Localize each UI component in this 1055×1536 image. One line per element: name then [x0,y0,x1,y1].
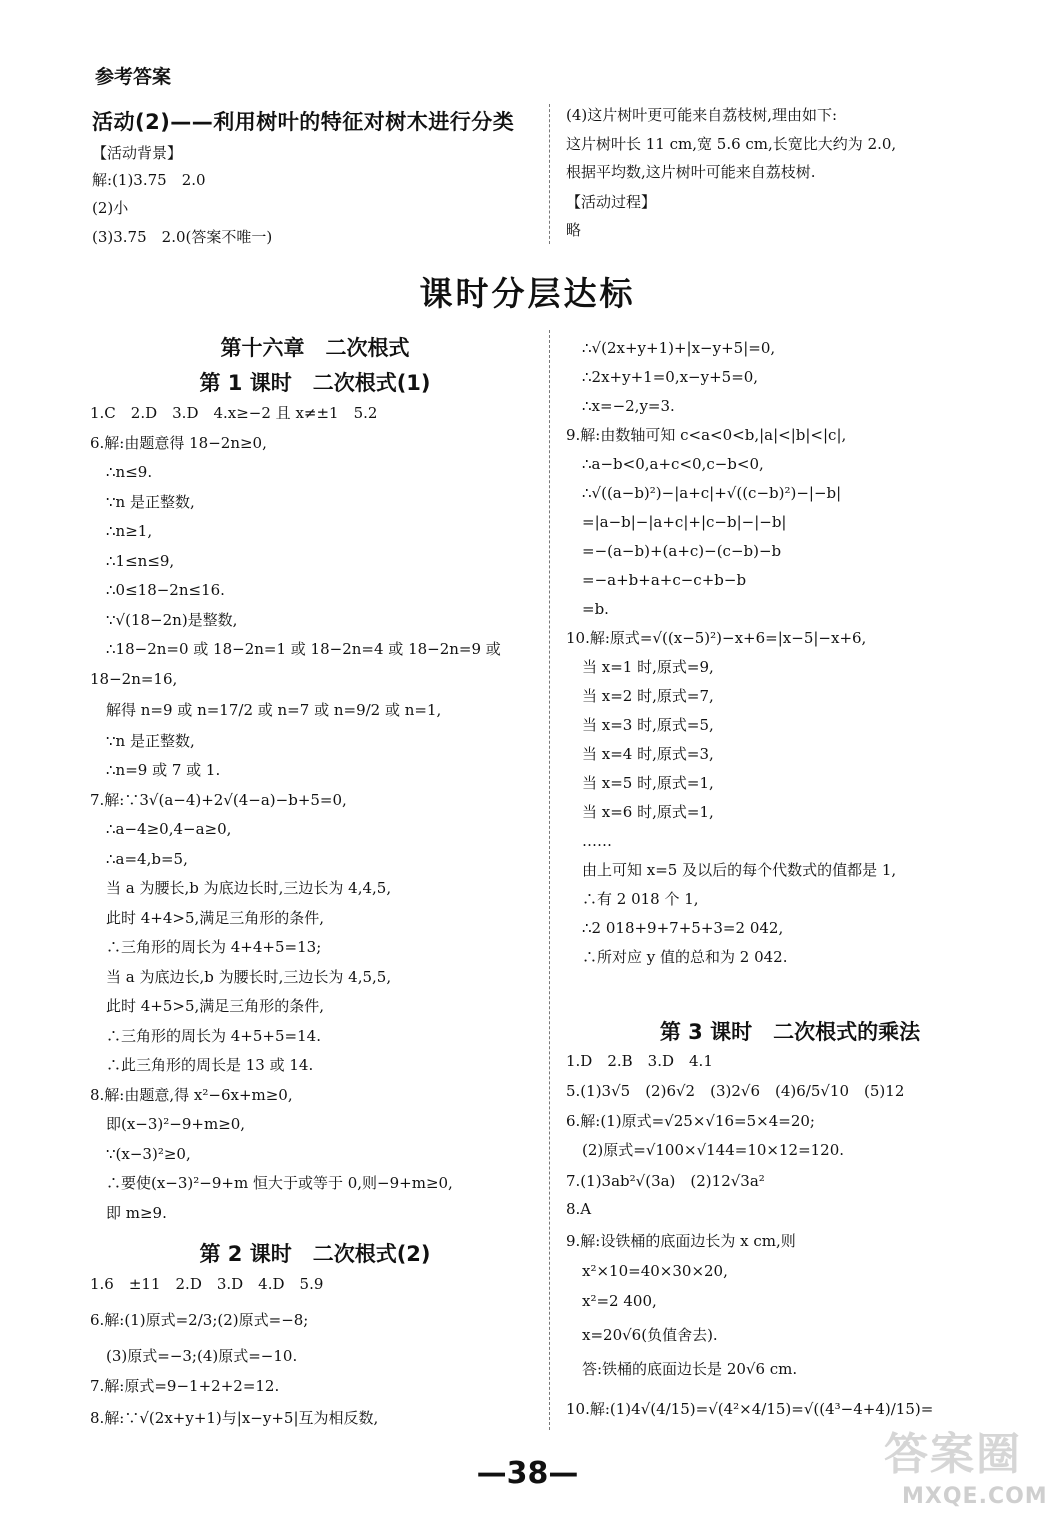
answer-line: ∴√((a−b)²)−|a+c|+√((c−b)²)−|−b| [582,484,842,502]
answer-line: 7.(1)3ab²√(3a) (2)12√3a² [566,1172,765,1190]
answer-line: 当 x=3 时,原式=5, [582,716,714,734]
answer-line: ∴此三角形的周长是 13 或 14. [106,1056,314,1074]
answer-line: 18−2n=16, [90,669,178,688]
answer-line: 解:(1)3.75 2.0 [92,171,206,189]
answer-line: ∴0≤18−2n≤16. [106,581,225,599]
answer-line: ∴√(2x+y+1)+|x−y+5|=0, [582,339,776,357]
answer-line: 9.解:设铁桶的底面边长为 x cm,则 [566,1232,796,1250]
section-title: 课时分层达标 [419,274,636,313]
answer-line: 答:铁桶的底面边长是 20√6 cm. [582,1360,798,1378]
answer-line: 由上可知 x=5 及以后的每个代数式的值都是 1, [582,861,897,879]
answer-line: 9.解:由数轴可知 c<a<0<b,|a|<|b|<|c|, [566,426,847,444]
answer-line: 当 x=5 时,原式=1, [582,774,714,792]
column-divider [549,330,550,1430]
answer-line: ∴要使(x−3)²−9+m 恒大于或等于 0,则−9+m≥0, [106,1174,453,1192]
answer-line: 即 m≥9. [106,1203,167,1222]
lesson3-title: 第 3 课时 二次根式的乘法 [659,1020,921,1044]
answer-line: 此时 4+4>5,满足三角形的条件, [106,908,325,927]
answer-line: 当 a 为底边长,b 为腰长时,三边长为 4,5,5, [106,967,392,986]
answer-line: x=20√6(负值舍去). [582,1326,718,1344]
answer-line: =−(a−b)+(a+c)−(c−b)−b [582,542,782,560]
watermark-url: MXQE.COM [902,1484,1048,1509]
answer-line: ∴有 2 018 个 1, [582,890,699,908]
answer-line: 1.C 2.D 3.D 4.x≥−2 且 x≠±1 5.2 [90,404,378,422]
answer-line: 7.解:∵3√(a−4)+2√(4−a)−b+5=0, [90,790,347,809]
answer-line: 当 x=4 时,原式=3, [582,745,714,763]
answer-line: 当 x=2 时,原式=7, [582,687,714,705]
answer-line: ∵(x−3)²≥0, [106,1144,191,1163]
lesson2-title: 第 2 课时 二次根式(2) [199,1242,431,1266]
answer-line: 此时 4+5>5,满足三角形的条件, [106,997,325,1015]
answer-line: 解得 n=9 或 n=17/2 或 n=7 或 n=9/2 或 n=1, [106,700,442,719]
page-number: —38— [476,1456,579,1491]
chapter-title: 第十六章 二次根式 [220,336,410,360]
activity-title: 活动(2)——利用树叶的特征对树木进行分类 [92,110,515,134]
answer-line: ∴n≤9. [106,463,153,481]
answer-line: ∵n 是正整数, [106,731,195,750]
answer-line: 当 a 为腰长,b 为底边长时,三边长为 4,4,5, [106,879,392,897]
answer-line: 8.解:∵√(2x+y+1)与|x−y+5|互为相反数, [90,1409,379,1427]
answer-line: 【活动过程】 [566,193,657,211]
answer-line: 10.解:原式=√((x−5)²)−x+6=|x−5|−x+6, [566,629,867,647]
answer-line: 【活动背景】 [92,144,183,162]
answer-line: ∴n=9 或 7 或 1. [106,761,221,779]
answer-line: 5.(1)3√5 (2)6√2 (3)2√6 (4)6/5√10 (5)12 [566,1082,905,1100]
answer-line: ∴x=−2,y=3. [582,397,675,415]
answer-line: …… [582,832,612,850]
answer-line: ∴a−4≥0,4−a≥0, [106,820,232,838]
header-label: 参考答案 [95,66,172,88]
answer-line: ∵√(18−2n)是整数, [106,610,238,629]
answer-line: x²×10=40×30×20, [582,1262,728,1280]
answer-line: (4)这片树叶更可能来自荔枝树,理由如下: [566,106,838,124]
answer-line: 8.解:由题意,得 x²−6x+m≥0, [90,1085,293,1104]
answer-line: (3)3.75 2.0(答案不唯一) [92,228,273,246]
answer-line: (3)原式=−3;(4)原式=−10. [106,1347,298,1365]
answer-line: =b. [582,600,609,618]
answer-line: (2)小 [92,199,129,217]
answer-line: 即(x−3)²−9+m≥0, [106,1115,246,1133]
answer-line: ∴n≥1, [106,522,153,540]
answer-line: ∴a=4,b=5, [106,849,188,868]
answer-line: 6.解:(1)原式=√25×√16=5×4=20; [566,1112,815,1130]
answer-line: ∴1≤n≤9, [106,551,175,570]
answer-line: ∴三角形的周长为 4+4+5=13; [106,938,322,956]
answer-line: 这片树叶长 11 cm,宽 5.6 cm,长宽比大约为 2.0, [566,135,897,153]
answer-line: x²=2 400, [582,1292,657,1310]
answer-line: =−a+b+a+c−c+b−b [582,571,747,589]
answer-line: ∴2x+y+1=0,x−y+5=0, [582,368,759,386]
answer-line: ∵n 是正整数, [106,492,195,511]
answer-line: 6.解:(1)原式=2/3;(2)原式=−8; [90,1311,309,1329]
answer-line: ∴18−2n=0 或 18−2n=1 或 18−2n=4 或 18−2n=9 或 [106,640,501,658]
answer-line: 7.解:原式=9−1+2+2=12. [90,1377,280,1395]
answer-line: ∴a−b<0,a+c<0,c−b<0, [582,455,764,473]
answer-line: 根据平均数,这片树叶可能来自荔枝树. [566,163,816,181]
answer-line: 10.解:(1)4√(4/15)=√(4²×4/15)=√((4³−4+4)/15)= [566,1400,934,1418]
activity-divider [549,104,550,244]
answer-line: ∴2 018+9+7+5+3=2 042, [582,919,784,937]
answer-line: 8.A [566,1200,592,1218]
answer-line: 1.D 2.B 3.D 4.1 [566,1052,713,1070]
answer-line: (2)原式=√100×√144=10×12=120. [582,1141,845,1159]
answer-line: 略 [566,221,582,239]
answer-line: 当 x=6 时,原式=1, [582,803,714,821]
answer-line: 当 x=1 时,原式=9, [582,658,714,676]
answer-line: ∴三角形的周长为 4+5+5=14. [106,1026,321,1045]
answer-line: ∴所对应 y 值的总和为 2 042. [582,948,788,966]
watermark-logo: 答案圈 [884,1429,1022,1480]
lesson1-title: 第 1 课时 二次根式(1) [199,371,431,395]
answer-line: 1.6 ±11 2.D 3.D 4.D 5.9 [90,1275,324,1293]
answer-line: =|a−b|−|a+c|+|c−b|−|−b| [582,513,787,531]
answer-line: 6.解:由题意得 18−2n≥0, [90,433,267,452]
